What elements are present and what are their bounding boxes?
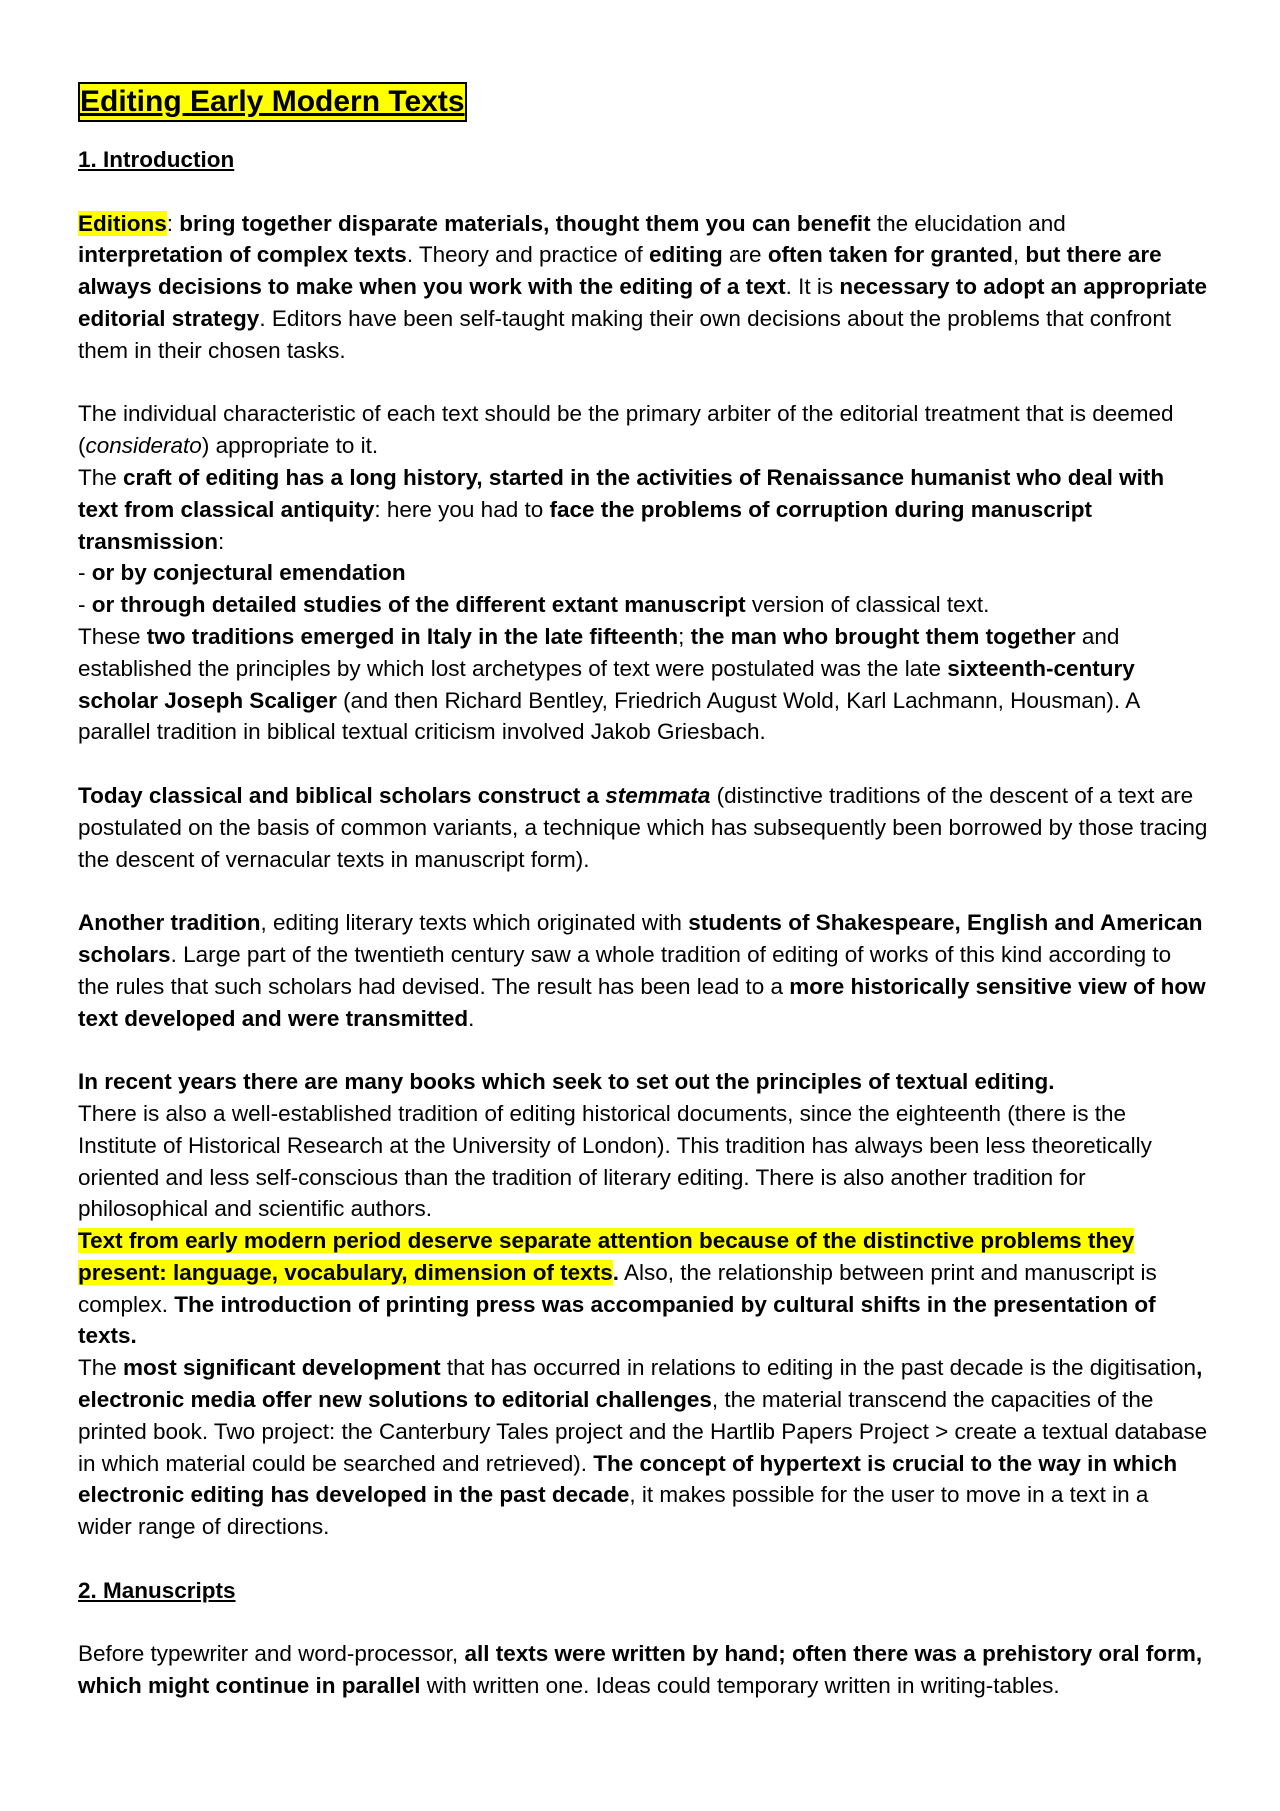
paragraph-craft-of-editing: The craft of editing has a long history, started in the activities of Renaissance humanist who deal with text from classical antiquity: here you had to face the problems of corruption during manuscript transmission: [78,464,1165,554]
paragraph-stemmata: Today classical and biblical scholars construct a stemmata (distinctive traditions of the descent of a text are postulated on the basis of common variants, a technique which has subsequently been borrowed by those tracing the descent of vernacular texts in manuscript form). [78,782,1208,872]
section-heading-introduction: 1. Introduction [78,147,235,172]
paragraph-historical-documents: There is also a well-established tradition of editing historical documents, since the eighteenth (there is the Institute of Historical Research at the University of London). This tradition has always been less theoretically oriented and less self-conscious than the tradition of literary editing. There is also another tradition for philosophical and scientific authors. [78,1100,1152,1222]
document-title: Editing Early Modern Texts [78,82,467,122]
paragraph-individual-characteristic: The individual characteristic of each text should be the primary arbiter of the editorial treatment that is deemed (considerato) appropriate to it. [78,401,1174,459]
document-page [78,82,1208,1702]
list-item: - or through detailed studies of the different extant manuscript version of classical text. [78,592,990,618]
paragraph-recent-years: In recent years there are many books which seek to set out the principles of textual editing. [78,1069,1055,1095]
paragraph-editions: Editions: bring together disparate materials, thought them you can benefit the elucidation and interpretation of complex texts. Theory and practice of editing are often taken for granted, but there are always decisions to make when you work with the editing of a text. It is necessary to adopt an appropriate editorial strategy. Editors have been self-taught making their own decisions about the problems that confront them in their chosen tasks. [78,210,1208,363]
list-item: - or by conjectural emendation [78,560,406,586]
paragraph-digitisation: The most significant development that has occurred in relations to editing in the past decade is the digitisation, electronic media offer new solutions to editorial challenges, the material transcend the capacities of the printed book. Two project: the Canterbury Tales project and the Hartlib Papers Project > create a textual database in which material could be searched and retrieved). The concept of hypertext is crucial to the way in which electronic editing has developed in the past decade, it makes possible for the user to move in a text in a wider range of directions. [78,1355,1208,1540]
paragraph-early-modern-period: Text from early modern period deserve separate attention because of the distinctive problems they present: language, vocabulary, dimension of texts. Also, the relationship between print and manuscript is complex. The introduction of printing press was accompanied by cultural shifts in the presentation of texts. [78,1228,1157,1349]
paragraph-two-traditions: These two traditions emerged in Italy in the late fifteenth; the man who brought them together and established the principles by which lost archetypes of text were postulated was the late sixteenth-century scholar Joseph Scaliger (and then Richard Bentley, Friedrich August Wold, Karl Lachmann, Housman). A parallel tradition in biblical textual criticism involved Jakob Griesbach. [78,623,1139,745]
section-heading-manuscripts: 2. Manuscripts [78,1577,236,1603]
paragraph-before-typewriter: Before typewriter and word-processor, all texts were written by hand; often there was a prehistory oral form, which might continue in parallel with written one. Ideas could temporary written in writing-tables. [78,1641,1203,1699]
paragraph-another-tradition: Another tradition, editing literary texts which originated with students of Shakespeare, English and American scholars. Large part of the twentieth century saw a whole tradition of editing of works of this kind according to the rules that such scholars had devised. The result has been lead to a more historically sensitive view of how text developed and were transmitted. [78,910,1206,1031]
